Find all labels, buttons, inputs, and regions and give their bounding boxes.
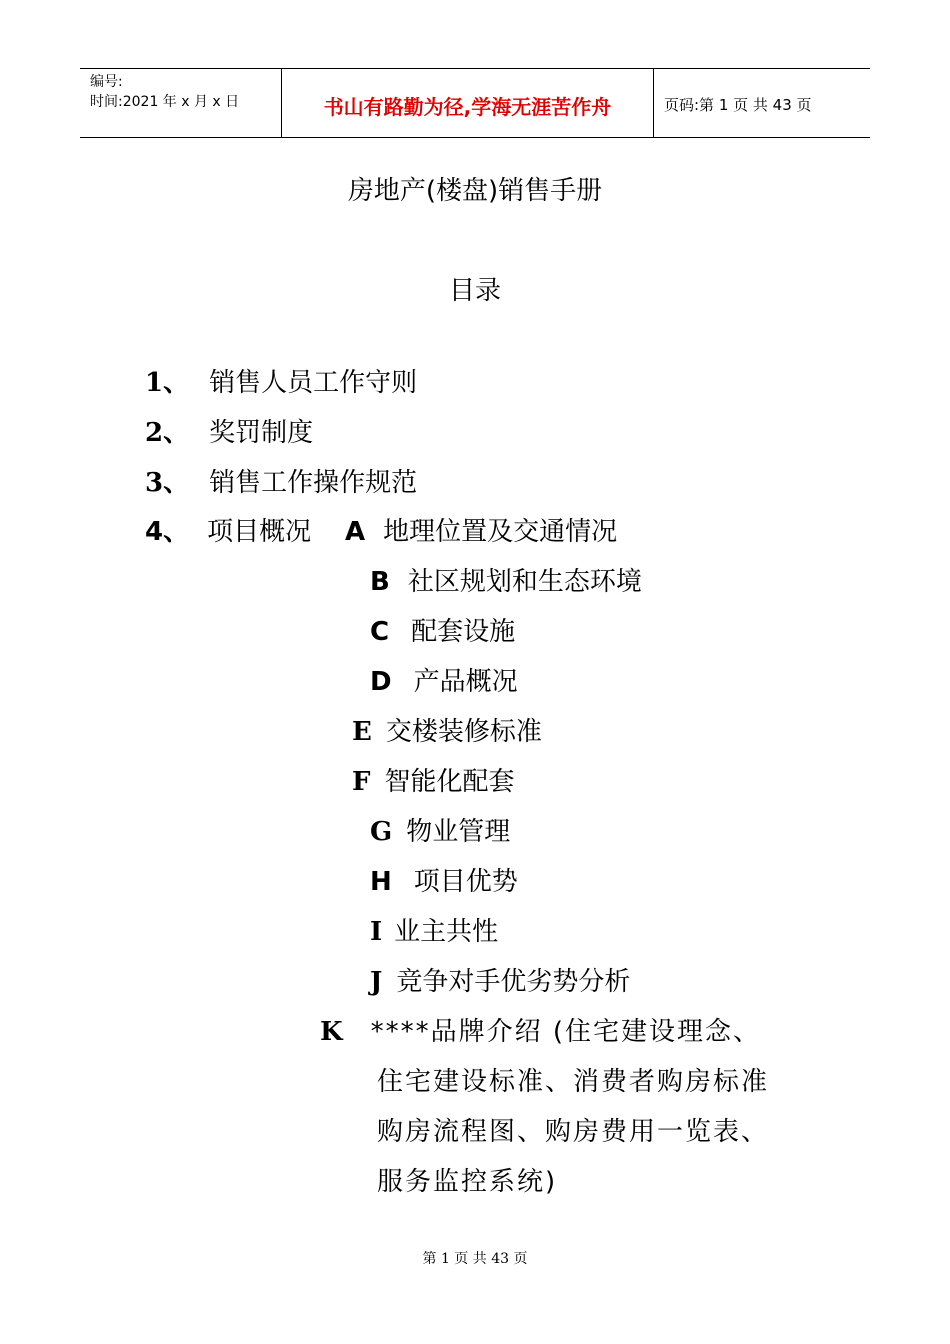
toc-item-text: 销售工作操作规范 xyxy=(209,468,418,498)
toc-sub-letter: A xyxy=(345,517,366,547)
toc-sub-i xyxy=(370,919,498,945)
toc-sub-f xyxy=(352,769,514,795)
toc-sub-letter: I xyxy=(370,917,383,947)
toc-sub-text: ****品牌介绍 (住宅建设理念、 xyxy=(370,1017,762,1047)
toc-sub-text: 地理位置及交通情况 xyxy=(383,517,618,547)
header-page-cell xyxy=(654,69,870,137)
toc-item-number: 1、 xyxy=(145,368,190,398)
toc-sub-a xyxy=(345,519,617,545)
toc-item-text: 奖罚制度 xyxy=(209,418,314,448)
page-header xyxy=(80,68,870,138)
toc-sub-text: 业主共性 xyxy=(394,917,499,947)
toc-sub-letter: E xyxy=(352,717,372,747)
toc-item-1 xyxy=(145,370,417,396)
toc-sub-letter: F xyxy=(352,767,371,797)
toc-sub-letter: D xyxy=(370,667,392,697)
toc-sub-d xyxy=(370,669,518,695)
toc-item-text: 项目概况 xyxy=(207,517,312,547)
toc-sub-letter: K xyxy=(320,1017,343,1047)
toc-sub-k-line3: 购房流程图、购房费用一览表、 xyxy=(377,1117,770,1147)
toc-sub-text: 交楼装修标准 xyxy=(385,717,542,747)
header-meta-cell xyxy=(80,69,282,137)
toc-item-3 xyxy=(145,470,417,496)
toc-item-number: 3、 xyxy=(145,468,190,498)
toc-sub-k-line4: 服务监控系统) xyxy=(377,1167,558,1197)
toc-item-text: 销售人员工作守则 xyxy=(209,368,418,398)
toc-item-number: 2、 xyxy=(145,418,190,448)
toc-sub-letter: B xyxy=(370,567,390,597)
serial-number-label: 编号: xyxy=(90,74,123,90)
toc-heading: 目录 xyxy=(448,276,501,306)
toc-sub-b xyxy=(370,569,642,595)
toc-sub-e xyxy=(352,719,542,745)
toc-sub-text: 产品概况 xyxy=(413,667,518,697)
toc-sub-letter: C xyxy=(370,617,390,647)
toc-sub-g xyxy=(370,819,510,845)
toc-sub-k xyxy=(320,1019,761,1045)
toc-sub-letter: G xyxy=(370,817,393,847)
toc-item-number: 4、 xyxy=(145,517,190,547)
toc-sub-text: 智能化配套 xyxy=(384,767,515,797)
header-page-info: 页码:第 1 页 共 43 页 xyxy=(664,96,812,114)
header-motto-cell xyxy=(282,69,654,137)
toc-sub-text: 配套设施 xyxy=(411,617,516,647)
toc-sub-c xyxy=(370,619,515,645)
toc-sub-j xyxy=(370,969,630,995)
toc-sub-letter: H xyxy=(370,867,392,897)
toc-sub-text: 物业管理 xyxy=(406,817,511,847)
toc-item-4 xyxy=(145,519,311,545)
header-motto: 书山有路勤为径,学海无涯苦作舟 xyxy=(323,95,612,119)
document-title: 房地产(楼盘)销售手册 xyxy=(347,176,603,206)
time-label: 时间:2021 年 x 月 x 日 xyxy=(90,94,240,110)
page-footer: 第 1 页 共 43 页 xyxy=(422,1251,528,1267)
toc-item-2 xyxy=(145,420,313,446)
toc-sub-letter: J xyxy=(370,967,383,997)
toc-sub-text: 社区规划和生态环境 xyxy=(407,567,642,597)
toc-sub-h xyxy=(370,869,518,895)
toc-sub-text: 竞争对手优劣势分析 xyxy=(396,967,631,997)
toc-sub-text: 项目优势 xyxy=(413,867,518,897)
toc-sub-k-line2: 住宅建设标准、消费者购房标准 xyxy=(377,1067,770,1097)
